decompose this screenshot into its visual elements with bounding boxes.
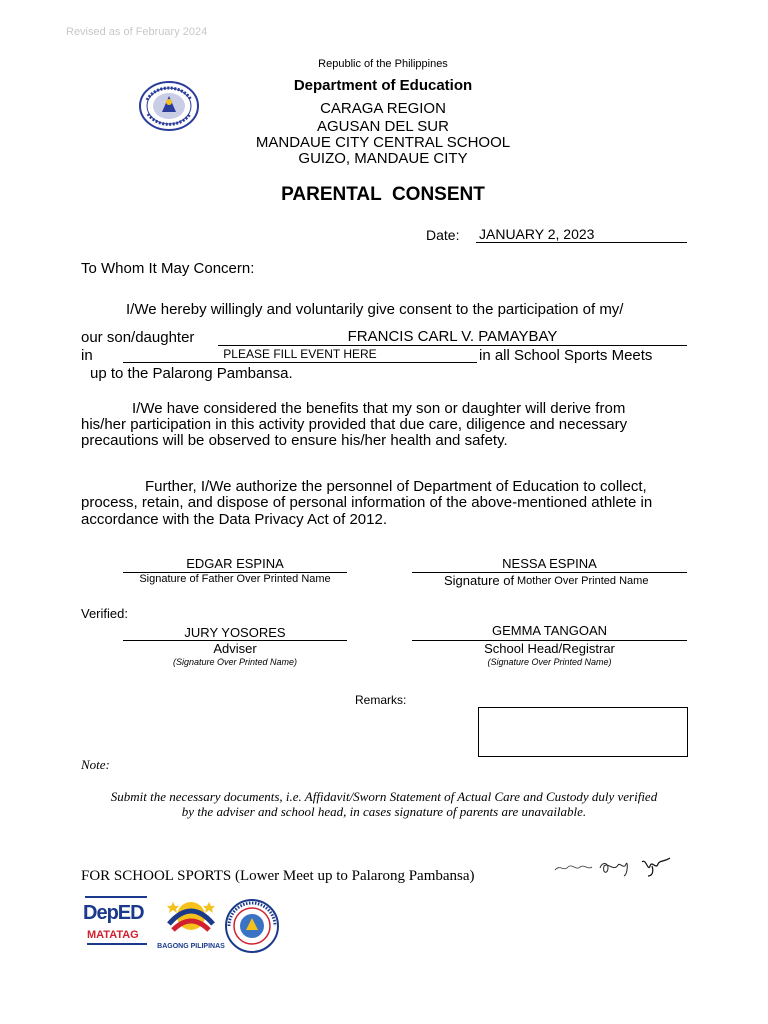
date-underline xyxy=(476,242,687,243)
verified-label: Verified: xyxy=(81,606,128,621)
division-text: AGUSAN DEL SUR xyxy=(317,118,449,135)
paragraph1-line3-prefix: in xyxy=(81,347,93,364)
adviser-name[interactable]: JURY YOSORES xyxy=(184,625,286,640)
region-text: CARAGA REGION xyxy=(320,100,446,117)
paragraph1-line1: I/We hereby willingly and voluntarily give consent to the participation of my/ xyxy=(126,301,624,318)
adviser-caption: (Signature Over Printed Name) xyxy=(172,657,298,667)
palarong-pambansa-seal-icon xyxy=(224,898,280,954)
remarks-label: Remarks: xyxy=(355,693,407,707)
deped-matatag-logo xyxy=(83,896,151,952)
father-caption: Signature of Father Over Printed Name xyxy=(139,573,331,585)
mother-name[interactable]: NESSA ESPINA xyxy=(502,556,597,571)
date-value[interactable]: JANUARY 2, 2023 xyxy=(479,226,595,242)
matatag-wordmark: MATATAG xyxy=(87,929,139,941)
event-field[interactable]: PLEASE FILL EVENT HERE xyxy=(223,347,377,361)
footer-text: FOR SCHOOL SPORTS (Lower Meet up to Palarong Pambansa) xyxy=(81,868,475,884)
bagong-pilipinas-emblem-icon xyxy=(163,894,219,944)
paragraph3-line1: Further, I/We authorize the personnel of Department of Education to collect, xyxy=(145,478,647,495)
bagong-pilipinas-text: BAGONG PILIPINAS xyxy=(157,943,225,950)
paragraph2-line3: precautions will be observed to ensure his/her health and safety. xyxy=(81,432,508,449)
date-label: Date: xyxy=(426,227,460,243)
student-name-underline xyxy=(218,345,687,346)
republic-text: Republic of the Philippines xyxy=(318,58,448,70)
department-title: Department of Education xyxy=(293,77,473,94)
paragraph3-line2: process, retain, and dispose of personal information of the above-mentioned athlete in xyxy=(81,494,653,511)
salutation: To Whom It May Concern: xyxy=(81,260,255,277)
mother-caption-b: Mother Over Printed Name xyxy=(517,575,649,587)
head-role: School Head/Registrar xyxy=(484,641,615,656)
page-title: PARENTAL CONSENT xyxy=(281,184,485,205)
revision-note: Revised as of February 2024 xyxy=(66,26,208,38)
head-name[interactable]: GEMMA TANGOAN xyxy=(491,623,608,638)
deped-wordmark: DepED xyxy=(83,902,144,924)
paragraph3-line3: accordance with the Data Privacy Act of 2012. xyxy=(81,511,387,528)
paragraph1-line3-suffix: in all School Sports Meets xyxy=(479,347,653,364)
paragraph2-line1: I/We have considered the benefits that my son or daughter will derive from xyxy=(132,400,626,417)
paragraph1-line4: up to the Palarong Pambansa. xyxy=(90,365,293,382)
logo-top-rule xyxy=(85,896,147,898)
remarks-box[interactable] xyxy=(478,707,688,757)
note-label: Note: xyxy=(81,757,110,772)
mother-caption-a: Signature of xyxy=(444,573,515,588)
school-address: GUIZO, MANDAUE CITY xyxy=(298,150,468,167)
father-name[interactable]: EDGAR ESPINA xyxy=(186,556,284,571)
adviser-role: Adviser xyxy=(213,641,257,656)
event-underline xyxy=(123,362,477,363)
deped-seal-icon xyxy=(138,80,200,132)
head-caption: (Signature Over Printed Name) xyxy=(487,657,612,667)
handwritten-signatures-icon xyxy=(552,852,677,878)
note-line2: by the adviser and school head, in cases signature of parents are unavailable. xyxy=(181,804,587,819)
school-name: MANDAUE CITY CENTRAL SCHOOL xyxy=(255,134,511,151)
paragraph1-line2-prefix: our son/daughter xyxy=(81,329,195,346)
logo-bottom-rule xyxy=(87,943,147,945)
student-name-field[interactable]: FRANCIS CARL V. PAMAYBAY xyxy=(347,328,558,345)
paragraph2-line2: his/her participation in this activity provided that due care, diligence and necessary xyxy=(81,416,628,433)
note-line1: Submit the necessary documents, i.e. Affidavit/Sworn Statement of Actual Care and Custody duly verified xyxy=(110,789,658,804)
